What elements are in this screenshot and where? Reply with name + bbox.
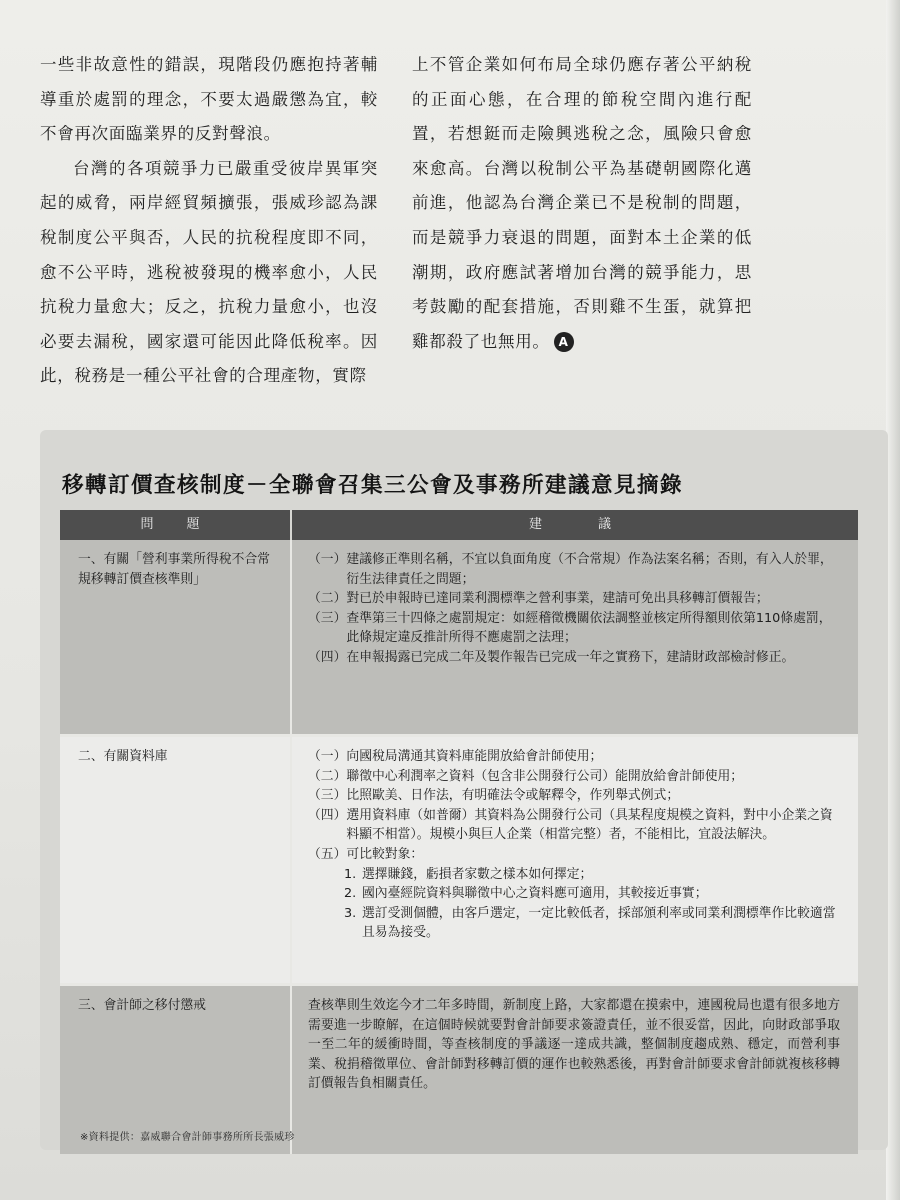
suggestion-cell (291, 736, 858, 985)
question-text: 一、有關「營利事業所得稅不合常規移轉訂價查核準則」 (78, 552, 270, 587)
item-text: 對已於申報時已達同業利潤標準之營利事業，建請可免出具移轉訂價報告； (346, 591, 769, 607)
item-number: （一） (308, 749, 347, 764)
source-note: ※資料提供：嘉威聯合會計師事務所所長張威珍 (80, 1132, 295, 1143)
article-left-column (40, 48, 378, 394)
article-paragraph-text: 上不管企業如何布局全球仍應存著公平納稅的正面心態，在合理的節稅空間內進行配置，若想鋌而走險興逃稅之念，風險只會愈來愈高。台灣以稅制公平為基礎朝國際化邁前進，他認為台灣企業已不是稅制的問題，而是競爭力衰退的問題，面對本土企業的低潮期，政府應試著增加台灣的競爭能力，思考鼓勵的配套措施，否則雞不生蛋，就算把雞都殺了也無用。 (412, 55, 752, 351)
item-number: （五） (308, 846, 347, 862)
article-paragraph: 一些非故意性的錯誤，現階段仍應抱持著輔導重於處罰的理念，不要太過嚴懲為宜，較不會再次面臨業界的反對聲浪。 (40, 55, 378, 144)
table-header-row (60, 510, 858, 540)
item-text: 可比較對象： (346, 846, 424, 862)
sub-item-number: 3. (344, 905, 357, 921)
suggestion-cell (291, 985, 858, 1155)
page-edge (886, 0, 900, 1200)
column-header-suggestion: 建 議 (291, 510, 858, 540)
item-text: 比照歐美、日作法，有明確法令或解釋令，作列舉式例式； (346, 788, 680, 804)
suggestion-cell (291, 540, 858, 736)
sub-item-text: 選訂受測個體，由客戶選定，一定比較低者，採部頒利率或同業利潤標準作比較適當且易為接受。 (362, 905, 836, 941)
suggestion-item (308, 806, 840, 845)
suggestion-paragraph: 查核準則生效迄今才二年多時間，新制度上路，大家都還在摸索中，連國稅局也還有很多地方需要進一步瞭解，在這個時候就要對會計師要求簽證責任，並不很妥當，因此，向財政部爭取一至二年的緩衝時間，等查核制度的爭議逐一達成共識，整個制度趨成熟、穩定，而營利事業、稅捐稽徵單位、會計師對移轉訂價的運作也較熟悉後，再對會計師要求會計師就複核移轉訂價報告負相關責任。 (308, 998, 840, 1092)
table-row (60, 540, 858, 736)
suggestion-item (308, 767, 840, 787)
end-mark-icon: A (554, 332, 574, 352)
item-number: （四） (308, 649, 347, 665)
article-paragraph (412, 48, 752, 359)
sub-item (308, 904, 840, 943)
question-cell (60, 736, 291, 985)
sub-item-text: 選擇賺錢，虧損者家數之樣本如何擇定； (362, 866, 593, 882)
sub-item-text: 國內臺經院資料與聯徵中心之資料應可適用，其較接近事實； (362, 886, 708, 902)
item-text: 建議修正準則名稱，不宜以負面角度（不合常規）作為法案名稱；否則，有入人於罪，衍生法律責任之問題； (346, 552, 833, 587)
item-text: 聯徵中心利潤率之資料（包含非公開發行公司）能開放給會計師使用； (346, 768, 744, 784)
question-text: 三、會計師之移付懲戒 (78, 998, 206, 1013)
item-number: （三） (308, 610, 347, 626)
item-number: （二） (308, 591, 347, 607)
column-header-question: 問 題 (60, 510, 291, 540)
suggestion-item (308, 845, 840, 865)
item-text: 在申報揭露已完成二年及製作報告已完成一年之實務下，建請財政部檢討修正。 (346, 649, 795, 665)
suggestion-item (308, 609, 840, 648)
article-paragraph: 台灣的各項競爭力已嚴重受彼岸異軍突起的威脅，兩岸經貿頻擴張，張威珍認為課稅制度公平與否，人民的抗稅程度即不同，愈不公平時，逃稅被發現的機率愈小，人民抗稅力量愈大；反之，抗稅力量愈小，也沒必要去漏稅，國家還可能因此降低稅率。因此，稅務是一種公平社會的合理產物，實際 (40, 158, 378, 386)
question-cell (60, 540, 291, 736)
article-right-column (412, 48, 752, 359)
sub-item (308, 884, 840, 904)
sub-item-number: 1. (344, 866, 357, 882)
sub-item (308, 865, 840, 885)
panel-title: 移轉訂價查核制度－全聯會召集三公會及事務所建議意見摘錄 (62, 473, 684, 498)
item-text: 查準第三十四條之處罰規定：如經稽徵機關依法調整並核定所得額則依第110條處罰，此條規定違反推計所得不應處罰之法理； (346, 610, 832, 646)
suggestion-table (60, 510, 858, 1154)
item-number: （三） (308, 788, 347, 804)
item-number: （一） (308, 552, 347, 567)
item-text: 向國稅局溝通其資料庫能開放給會計師使用； (346, 749, 603, 764)
item-number: （二） (308, 768, 347, 784)
item-number: （四） (308, 807, 347, 823)
question-text: 二、有關資料庫 (78, 749, 168, 764)
table-row (60, 736, 858, 985)
suggestion-item (308, 786, 840, 806)
suggestion-item (308, 550, 840, 589)
item-text: 選用資料庫（如普爾）其資料為公開發行公司（具某程度規模之資料，對中小企業之資料顯不相當）。規模小與巨人企業（相當完整）者，不能相比，宜設法解決。 (346, 807, 833, 843)
suggestion-item (308, 589, 840, 609)
suggestion-item (308, 747, 840, 767)
sub-item-number: 2. (344, 886, 357, 902)
suggestion-item (308, 648, 840, 668)
